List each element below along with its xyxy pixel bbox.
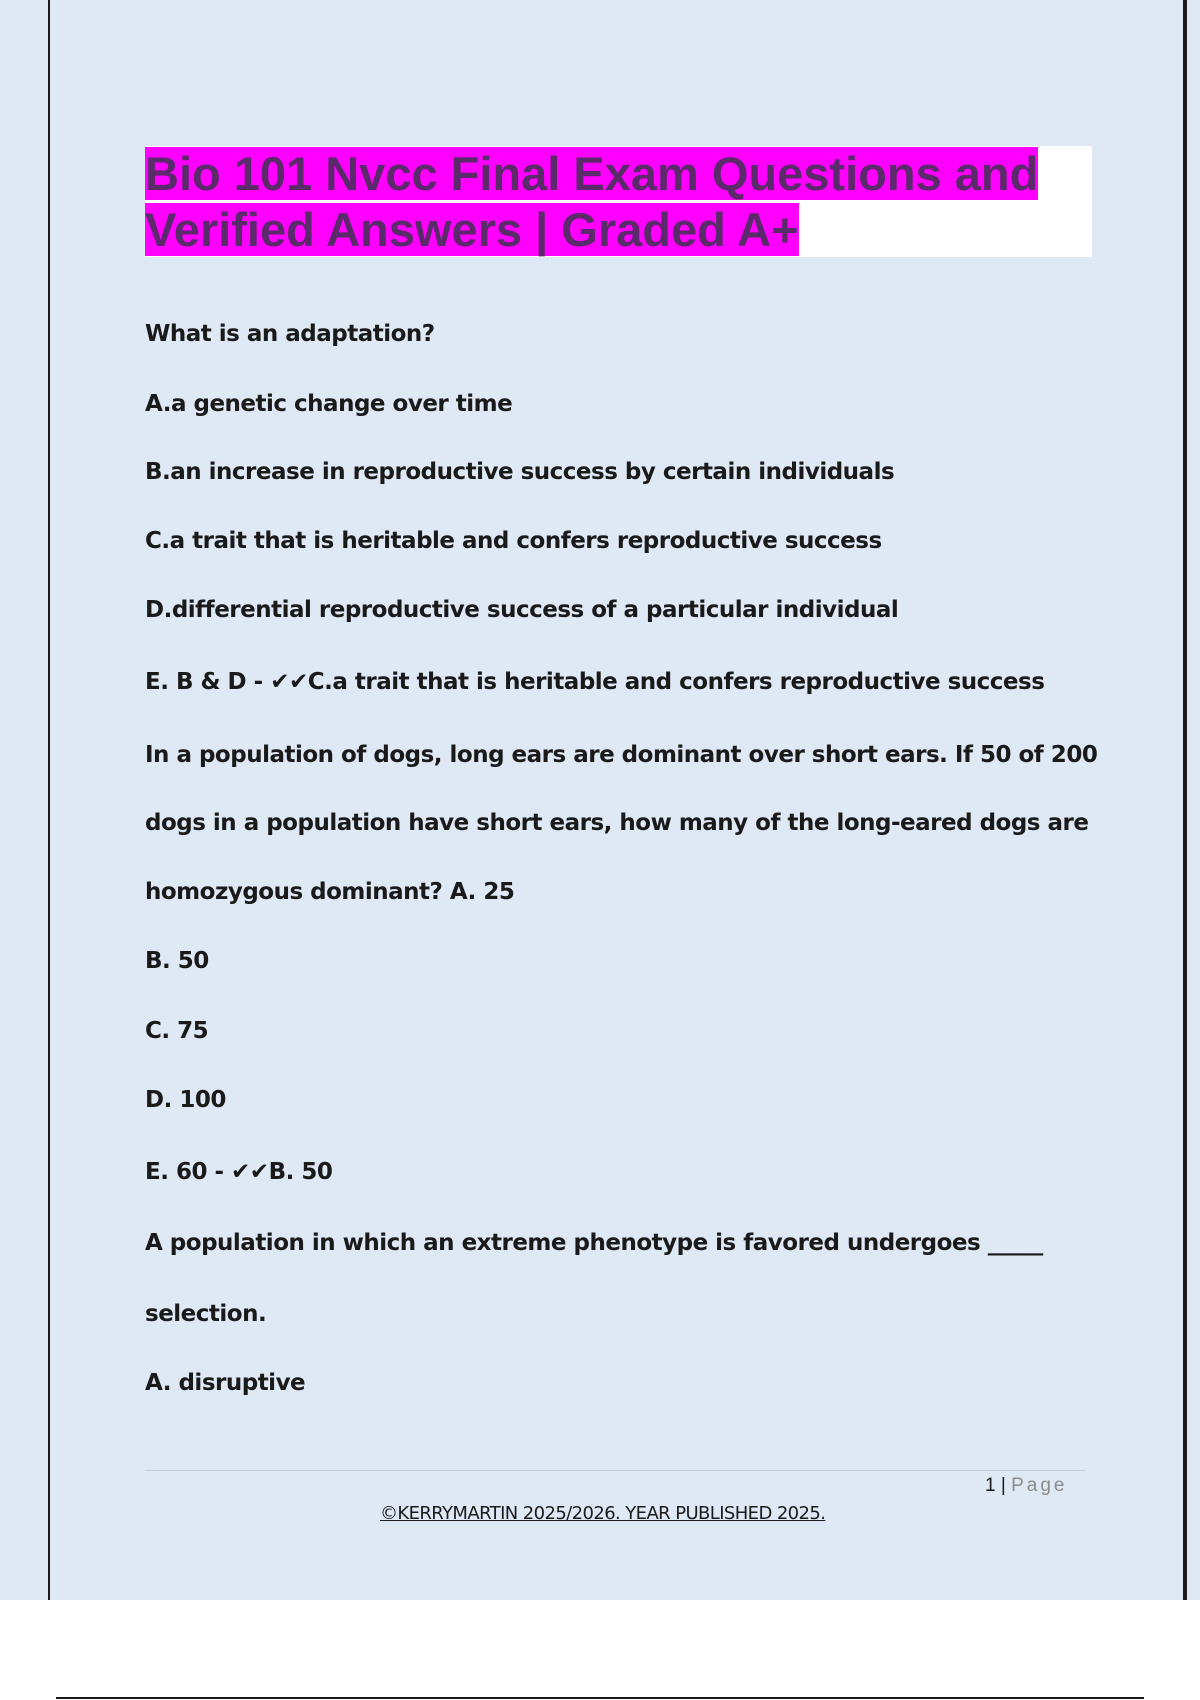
question-3-line-1: A population in which an extreme phenotype is favored undergoes _____ [145, 1230, 1043, 1256]
page-border-left [48, 0, 50, 1600]
option-2e-answer: E. 60 - ✔✔B. 50 [145, 1159, 333, 1185]
option-1b: B.an increase in reproductive success by certain individuals [145, 459, 895, 485]
title-line-2: Verified Answers | Graded A+ [145, 203, 799, 256]
page-word: Page [1011, 1475, 1068, 1496]
question-2-line-3: homozygous dominant? A. 25 [145, 879, 515, 905]
option-1d: D.differential reproductive success of a particular individual [145, 597, 899, 623]
page-number [985, 1475, 1067, 1497]
option-2c: C. 75 [145, 1018, 209, 1044]
bottom-divider [56, 1697, 1144, 1699]
question-1: What is an adaptation? [145, 321, 435, 347]
option-3a: A. disruptive [145, 1370, 306, 1396]
document-title [145, 146, 1092, 258]
option-2b: B. 50 [145, 948, 209, 974]
question-2-line-2: dogs in a population have short ears, how many of the long-eared dogs are [145, 810, 1089, 836]
option-1e-answer: E. B & D - ✔✔C.a trait that is heritable and confers reproductive success [145, 669, 1045, 695]
title-line-1: Bio 101 Nvcc Final Exam Questions and [145, 147, 1039, 200]
page-number-separator: | [995, 1475, 1012, 1496]
option-1a: A.a genetic change over time [145, 391, 513, 417]
footer-divider [145, 1470, 1085, 1471]
copyright-footer: ©KERRYMARTIN 2025/2026. YEAR PUBLISHED 2025. [380, 1503, 826, 1524]
question-2-line-1: In a population of dogs, long ears are dominant over short ears. If 50 of 200 [145, 742, 1098, 768]
page-border-right [1183, 0, 1187, 1600]
page-number-value: 1 [985, 1475, 996, 1496]
option-2d: D. 100 [145, 1087, 226, 1113]
question-3-line-2: selection. [145, 1301, 267, 1327]
option-1c: C.a trait that is heritable and confers reproductive success [145, 528, 882, 554]
